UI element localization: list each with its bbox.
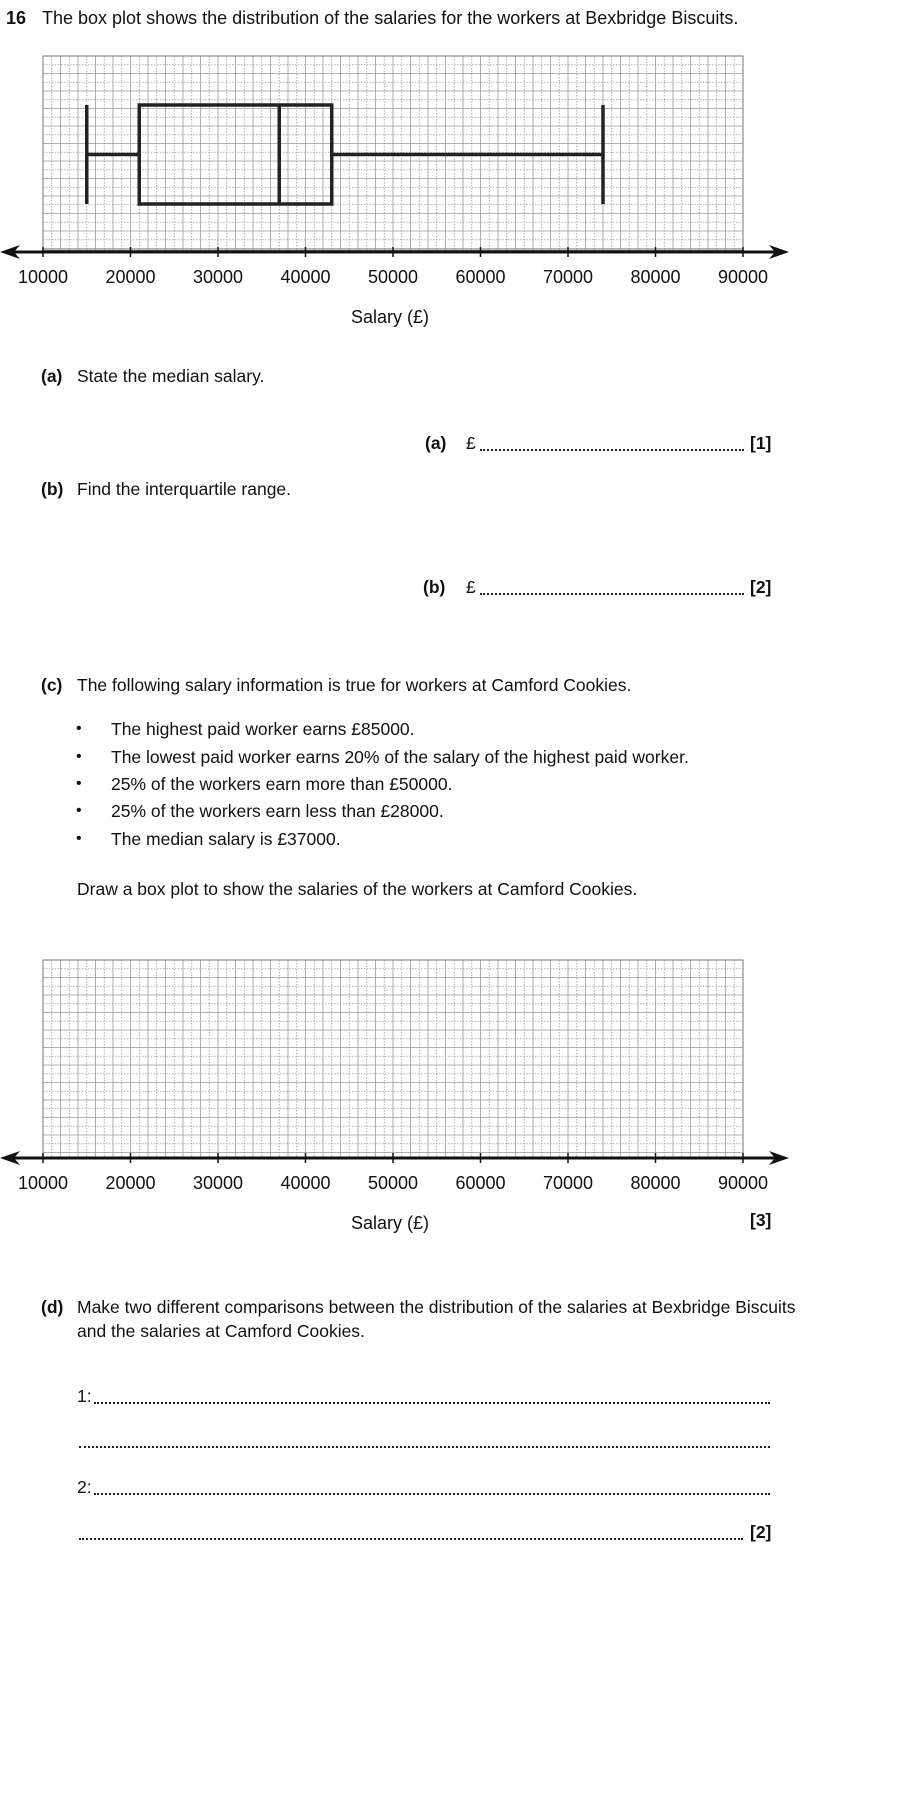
x-tick-label: 40000: [280, 1173, 331, 1193]
part-c-instruction: Draw a box plot to show the salaries of the workers at Camford Cookies.: [77, 879, 638, 899]
x-tick-label: 20000: [105, 1173, 156, 1193]
x-tick-label: 70000: [542, 1173, 594, 1193]
question-number: 16: [6, 8, 27, 28]
comparison-1-line[interactable]: [94, 1402, 770, 1404]
x-tick-label: 50000: [367, 1173, 419, 1193]
bullet-dot: •: [76, 748, 82, 765]
camford-blank-box-plot-grid[interactable]: [0, 945, 900, 1285]
x-tick-label: 30000: [192, 1173, 244, 1193]
grid: [43, 960, 743, 1157]
bexbridge-box-plot: [0, 40, 900, 380]
part-a-marks: [1]: [750, 433, 772, 453]
x-axis-title: Salary (£): [350, 1213, 430, 1233]
comparison-2-line[interactable]: [94, 1493, 770, 1495]
comparison-1-line-cont[interactable]: [79, 1446, 770, 1448]
x-tick-label: 60000: [455, 1173, 506, 1193]
x-tick-label: 20000: [105, 267, 156, 287]
part-d-text-line1: Make two different comparisons between the distribution of the salaries at Bexbridge Biscuits: [77, 1297, 796, 1317]
part-a-answer-label: (a): [425, 433, 447, 453]
part-d-label: (d): [41, 1297, 64, 1317]
comparison-1-label: 1:: [77, 1386, 92, 1406]
x-tick-label: 40000: [280, 267, 331, 287]
part-a-label: (a): [41, 366, 63, 386]
part-b-label: (b): [41, 479, 64, 499]
part-b-answer-label: (b): [423, 577, 446, 597]
bullet-item-3: 25% of the workers earn more than £50000.: [111, 774, 453, 794]
bullet-dot: •: [76, 802, 82, 819]
part-d-marks: [2]: [750, 1522, 772, 1542]
bullet-dot: •: [76, 830, 82, 847]
part-b-marks: [2]: [750, 577, 772, 597]
bullet-item-2: The lowest paid worker earns 20% of the salary of the highest paid worker.: [111, 747, 689, 767]
x-tick-label: 30000: [192, 267, 244, 287]
question-stem: The box plot shows the distribution of the salaries for the workers at Bexbridge Biscuits.: [42, 8, 739, 28]
bullet-item-1: The highest paid worker earns £85000.: [111, 719, 415, 739]
part-b-text: Find the interquartile range.: [77, 479, 292, 499]
bullet-item-5: The median salary is £37000.: [111, 829, 341, 849]
comparison-2-line-cont[interactable]: [79, 1538, 743, 1540]
bullet-item-4: 25% of the workers earn less than £28000.: [111, 801, 444, 821]
part-d-text-line2: and the salaries at Camford Cookies.: [77, 1321, 365, 1341]
part-c-marks: [3]: [750, 1210, 772, 1230]
x-tick-label: 80000: [630, 267, 681, 287]
x-tick-label: 10000: [17, 1173, 69, 1193]
x-tick-label: 90000: [717, 267, 769, 287]
part-b-currency: £: [466, 577, 476, 597]
bullet-dot: •: [76, 775, 82, 792]
x-tick-label: 60000: [455, 267, 506, 287]
x-tick-label: 70000: [542, 267, 594, 287]
part-b-answer-line[interactable]: [480, 593, 744, 595]
part-c-text: The following salary information is true for workers at Camford Cookies.: [77, 675, 632, 695]
x-tick-label: 10000: [17, 267, 69, 287]
part-a-answer-line[interactable]: [480, 449, 744, 451]
x-tick-label: 80000: [630, 1173, 681, 1193]
bullet-dot: •: [76, 720, 82, 737]
x-axis-title: Salary (£): [350, 307, 430, 327]
x-tick-label: 90000: [717, 1173, 769, 1193]
part-a-text: State the median salary.: [77, 366, 265, 386]
part-c-label: (c): [41, 675, 63, 695]
part-a-currency: £: [466, 433, 476, 453]
x-tick-label: 50000: [367, 267, 419, 287]
comparison-2-label: 2:: [77, 1477, 92, 1497]
